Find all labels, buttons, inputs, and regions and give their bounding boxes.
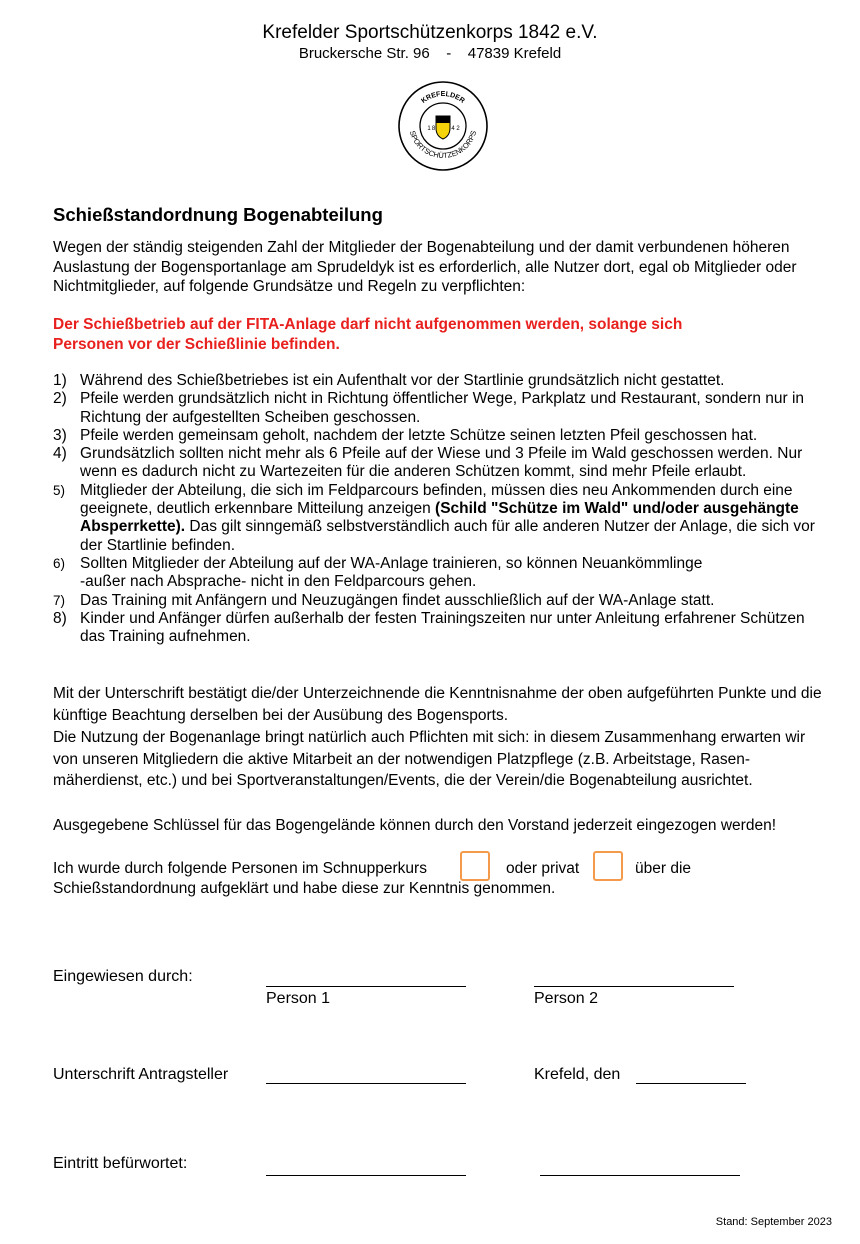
revision-date: Stand: September 2023 [715,1216,832,1228]
rule-item [53,482,833,555]
briefing-text-part1: Ich wurde durch folgende Personen im Schnupperkurs [53,860,427,877]
rule-text: Mitglieder der Abteilung, die sich im Feldparcours befinden, müssen dies neu Ankommenden durch eine geeignete, deutlich erkennbare Mitteilung anzeigen [80,481,793,518]
applicant-signature-line[interactable] [266,1083,466,1084]
logo-bottom-text: SPORTSCHÜTZENKORPS [407,129,479,161]
address-separator: - [446,45,452,62]
rule-item [53,592,833,610]
applicant-signature-label: Unterschrift Antragsteller [53,1066,229,1083]
rule-text-line2: -außer nach Absprache- nicht in den Feldparcours gehen. [80,573,477,591]
street: Bruckersche Str. 96 [298,45,430,62]
rule-item [53,610,833,647]
rule-text: Während des Schießbetriebes ist ein Aufenthalt vor der Startlinie grundsätzlich nicht gestattet. [80,372,725,389]
rule-number: 2) [53,390,67,408]
rule-item [53,372,833,390]
rule-number: 7) [53,592,66,608]
rule-text-after: Das gilt sinngemäß selbstverständlich auch für alle anderen Nutzer der Anlage, die sich vor der Startlinie befinden. [80,518,815,554]
logo-digit-2: 2 [456,126,460,132]
intro-paragraph: Wegen der ständig steigenden Zahl der Mitglieder der Bogenabteilung und der damit verbundenen höheren Auslastung der Bogensportanlage am Sprudeldyk ist es erforderlich, alle Nutzer dort, egal ob Mitglieder oder Nichtmitglieder, auf folgende Grundsätze und Regeln zu verpflichten: [53,239,797,295]
rule-text: Pfeile werden gemeinsam geholt, nachdem der letzte Schütze seinen letzten Pfeil geschossen hat. [80,426,758,444]
rule-item [53,390,833,427]
city: 47839 Krefeld [467,45,562,62]
club-logo [397,80,489,172]
confirmation-paragraph: Mit der Unterschrift bestätigt die/der Unterzeichnende die Kenntnisnahme der oben aufgeführten Punkte und die künftige Beachtung derselben bei der Ausübung des Bogensports. [53,685,822,724]
endorsed-signature-line-1[interactable] [266,1175,466,1176]
briefing-text-part3: über die [635,860,692,877]
rule-text: Das Training mit Anfängern und Neuzugängen findet ausschließlich auf der WA-Anlage statt. [80,591,715,609]
rule-number: 1) [53,372,67,389]
document-title: Schießstandordnung Bogenabteilung [53,204,383,225]
rule-text: Pfeile werden grundsätzlich nicht in Richtung öffentlicher Wege, Parkplatz und Restaurant, sondern nur in Richtung der aufgestellten Scheiben geschossen. [80,390,805,426]
rule-text: Grundsätzlich sollten nicht mehr als 6 Pfeile auf der Wiese und 3 Pfeile im Wald geschossen werden. Nur wenn es dadurch nicht zu Wartezeiten für die anderen Schützen kommt, sind mehr Pfeile erlaubt. [80,445,803,481]
duties-paragraph: Die Nutzung der Bogenanlage bringt natürlich auch Pflichten mit sich: in diesem Zusammenhang erwarten wir von unseren Mitgliedern die aktive Mitarbeit an der notwendigen Platzpflege (z.B. Arbeitstage, Rasen-mäherdienst, etc.) und bei Sportveranstaltungen/Events, die der Verein/die Bogenabteilung ausrichtet. [53,729,806,789]
rule-number: 6) [53,555,66,571]
person1-signature-line[interactable] [266,986,466,987]
instructed-by-label: Eingewiesen durch: [53,968,193,985]
endorsed-signature-line-2[interactable] [540,1175,740,1176]
person1-label: Person 1 [266,990,331,1007]
club-name: Krefelder Sportschützenkorps 1842 e.V. [262,22,598,43]
keys-notice: Ausgegebene Schlüssel für das Bogengelände können durch den Vorstand jederzeit eingezogen werden! [53,817,776,834]
person2-label: Person 2 [534,990,599,1007]
rule-item [53,445,833,482]
briefing-text-part2: oder privat [506,860,580,877]
rule-number: 4) [53,445,67,463]
logo-digit-1: 1 [427,126,431,132]
rule-text: Sollten Mitglieder der Abteilung auf der WA-Anlage trainieren, so können Neuankömmlinge [80,554,703,572]
warning-paragraph: Der Schießbetrieb auf der FITA-Anlage darf nicht aufgenommen werden, solange sich Personen vor der Schießlinie befinden. [53,316,683,353]
logo-top-text: KREFELDER [420,91,466,105]
logo-shield [436,116,450,139]
rule-item [53,427,833,445]
rule-text: Kinder und Anfänger dürfen außerhalb der festen Trainingszeiten nur unter Anleitung erfahrener Schützen das Training aufnehmen. [80,609,805,646]
private-checkbox[interactable] [593,851,623,881]
rules-list [53,372,833,646]
trial-course-checkbox[interactable] [460,851,490,881]
rule-number: 8) [53,609,67,627]
rule-number: 3) [53,426,67,444]
rule-number: 5) [53,482,66,498]
briefing-text-line2: Schießstandordnung aufgeklärt und habe diese zur Kenntnis genommen. [53,880,556,897]
endorsed-label: Eintritt befürwortet: [53,1155,188,1172]
date-line[interactable] [636,1083,746,1084]
logo-digit-4: 4 [451,126,455,132]
rule-item [53,555,833,592]
rule-bold-text: (Schild "Schütze im Wald" und/oder ausgehängte Absperrkette). [80,500,799,536]
club-address [0,45,860,62]
logo-digit-8: 8 [431,126,436,132]
place-date-label: Krefeld, den [534,1066,621,1083]
person2-signature-line[interactable] [534,986,734,987]
